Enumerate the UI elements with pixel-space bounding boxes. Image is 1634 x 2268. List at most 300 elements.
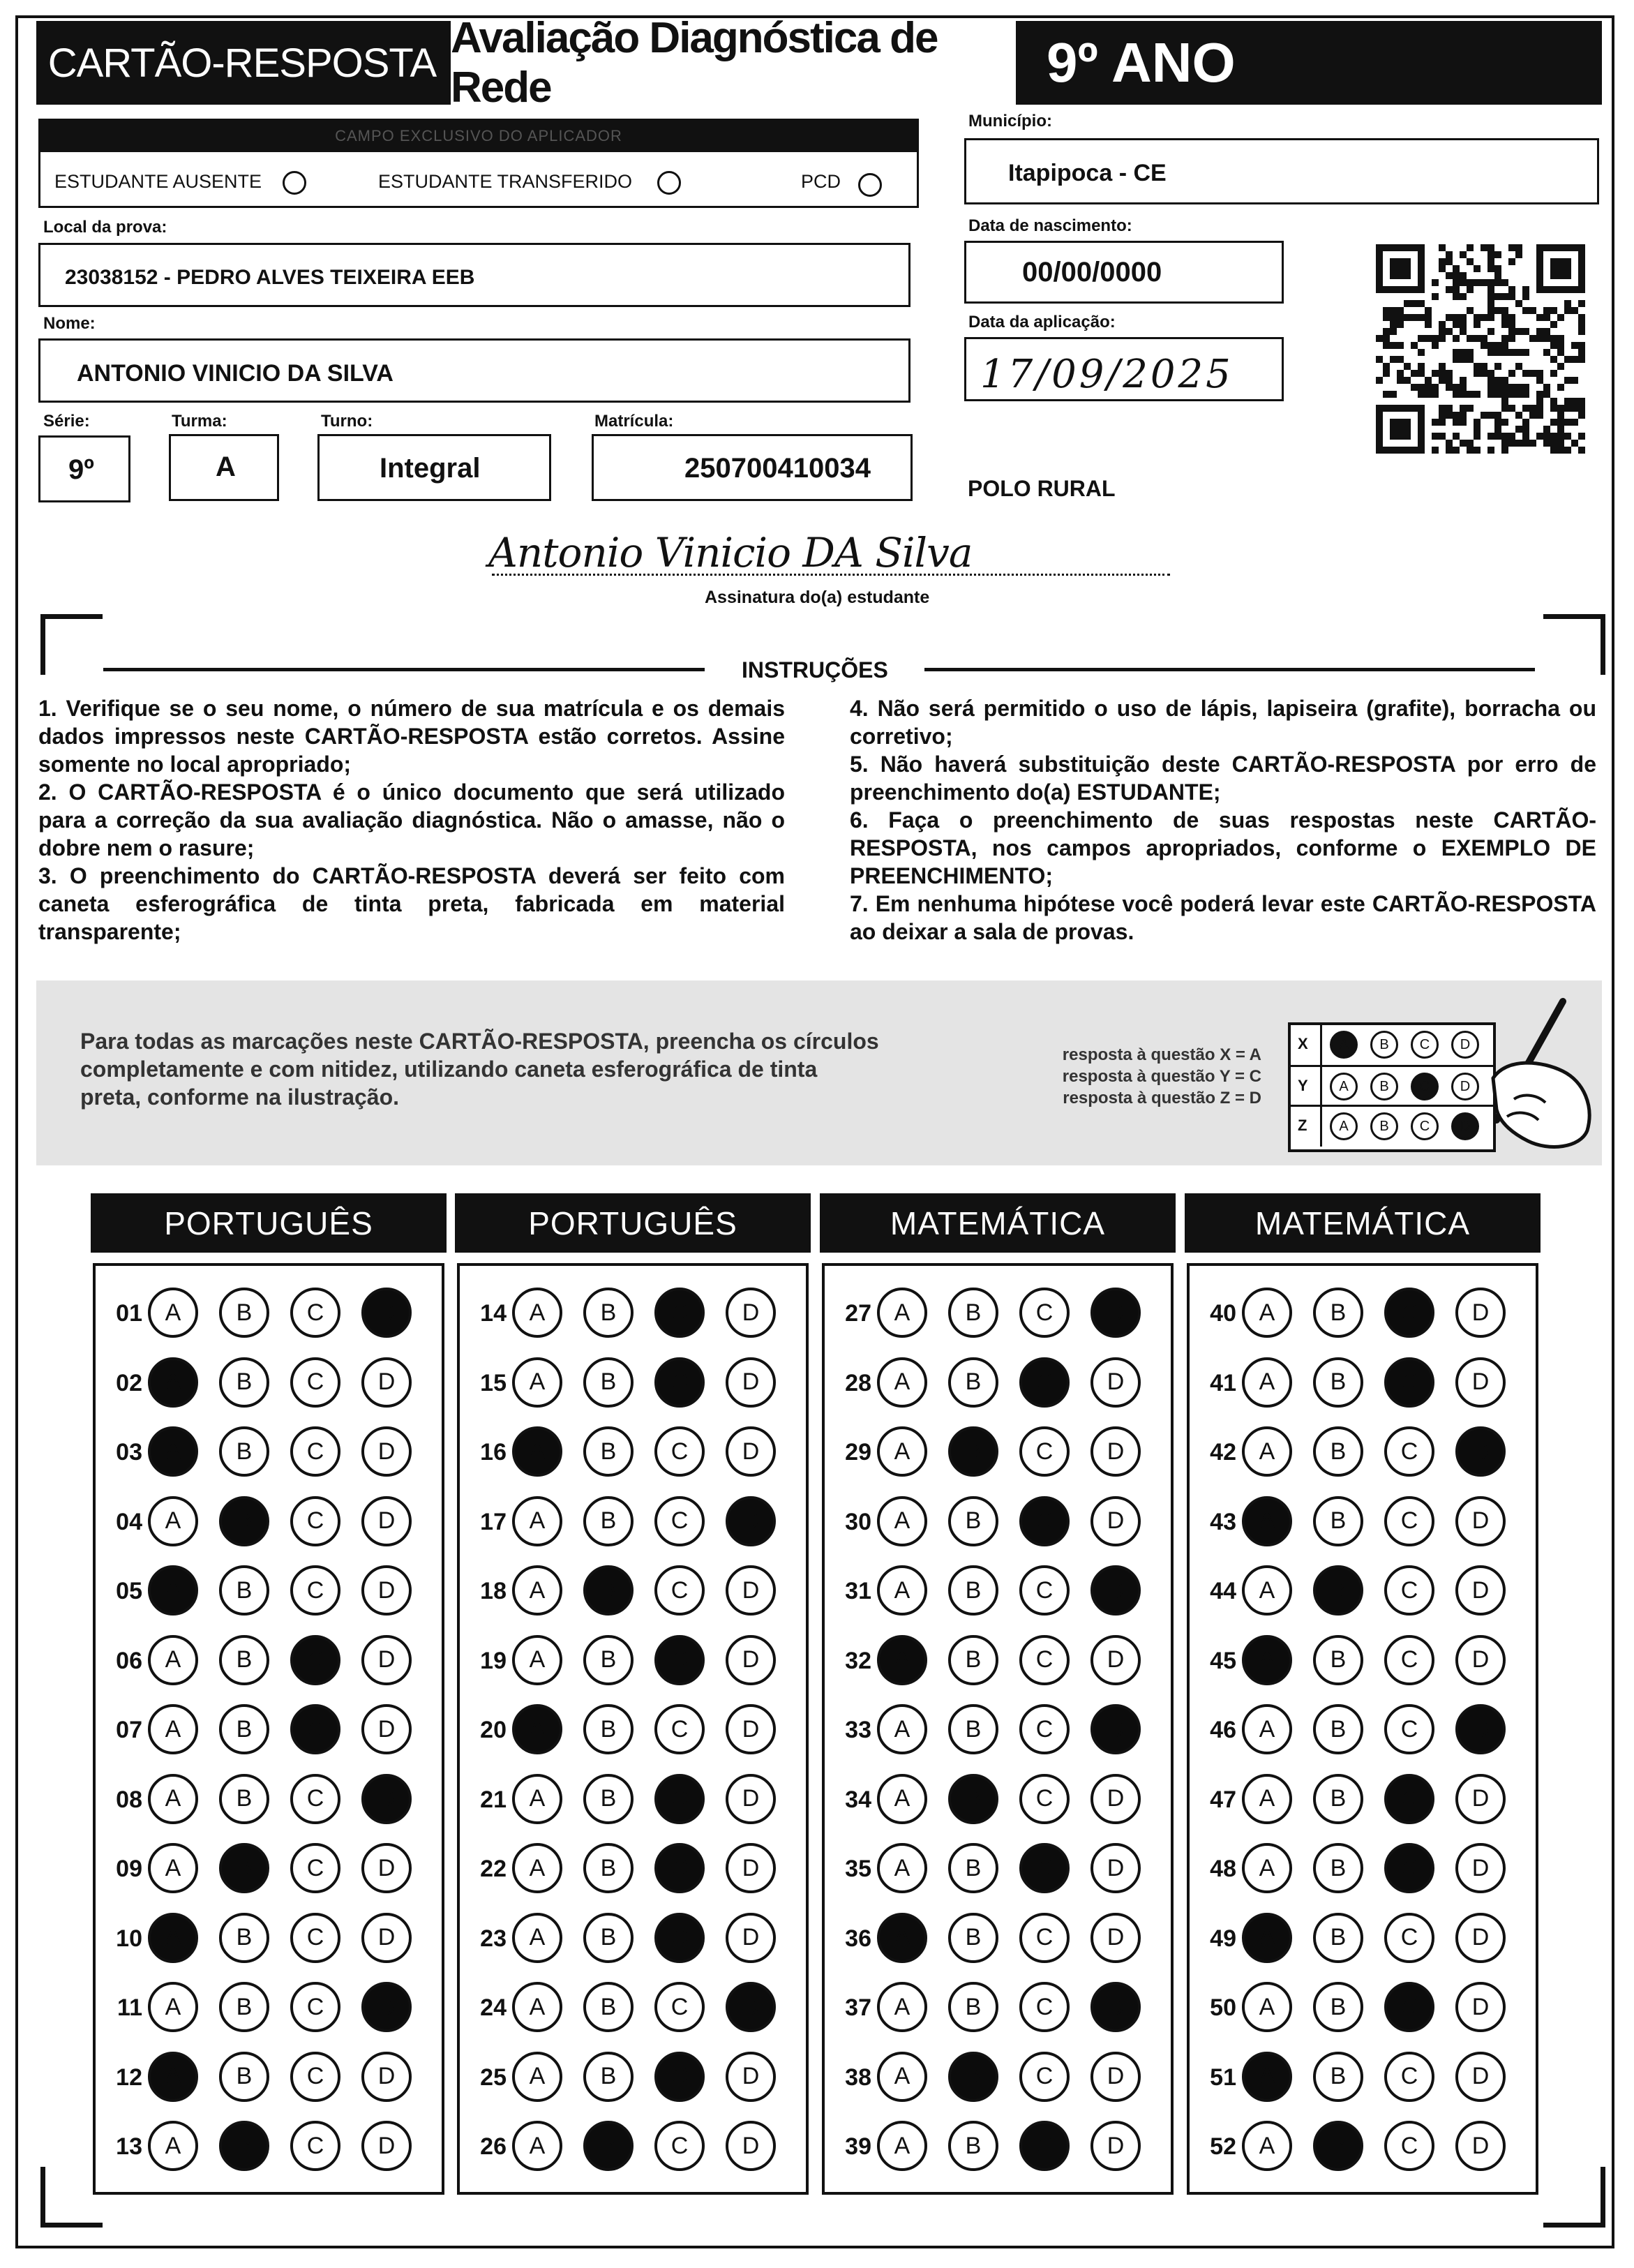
answer-bubble-d[interactable]: D — [1090, 1565, 1141, 1616]
instructions-right — [850, 694, 1596, 946]
answer-bubble-b[interactable]: B — [948, 1426, 998, 1477]
answer-bubble-b[interactable]: B — [583, 1774, 634, 1824]
answer-bubble-c[interactable]: C — [1384, 1635, 1434, 1685]
answer-bubble-c[interactable]: C — [1019, 1774, 1070, 1824]
answer-bubble-b[interactable]: B — [1313, 1635, 1363, 1685]
answer-bubble-d[interactable]: D — [726, 1565, 776, 1616]
example-row — [1291, 1105, 1493, 1144]
answer-bubble-a[interactable]: A — [512, 1982, 562, 2032]
answer-bubble-d[interactable]: D — [1455, 1496, 1506, 1546]
answer-bubble-c[interactable]: C — [654, 2052, 705, 2102]
answer-bubble-c[interactable]: C — [290, 1704, 340, 1754]
answer-bubble-d[interactable]: D — [726, 1635, 776, 1685]
applicator-bar-label: CAMPO EXCLUSIVO DO APLICADOR — [335, 127, 622, 144]
example-legend-x: resposta à questão X = A — [1062, 1045, 1261, 1064]
question-number: 42 — [1210, 1439, 1236, 1465]
answer-bubble-c[interactable]: C — [1019, 1288, 1070, 1338]
answer-bubble-b[interactable]: B — [219, 1426, 269, 1477]
answer-bubble-d[interactable]: D — [726, 1704, 776, 1754]
question-number: 32 — [845, 1647, 871, 1674]
question-number: 27 — [845, 1300, 871, 1327]
answer-bubble-d[interactable]: D — [726, 1913, 776, 1963]
example-bubble-d: D — [1451, 1073, 1479, 1101]
question-number: 44 — [1210, 1578, 1236, 1604]
answer-bubble-a[interactable]: A — [512, 1496, 562, 1546]
answer-bubble-c[interactable]: C — [290, 1426, 340, 1477]
answer-bubble-a[interactable]: A — [877, 2052, 927, 2102]
answer-bubble-a[interactable]: A — [877, 1565, 927, 1616]
answer-bubble-d[interactable]: D — [726, 2052, 776, 2102]
grade-label: 9º ANO — [1047, 31, 1236, 94]
answer-bubble-c[interactable]: C — [654, 1635, 705, 1685]
answer-bubble-d[interactable]: D — [361, 1704, 412, 1754]
answer-bubble-c[interactable]: C — [1384, 1426, 1434, 1477]
answer-bubble-d[interactable]: D — [726, 2121, 776, 2171]
answer-bubble-c[interactable]: C — [290, 1496, 340, 1546]
answer-bubble-d[interactable]: D — [726, 1982, 776, 2032]
answer-bubble-d[interactable]: D — [1090, 1704, 1141, 1754]
answer-bubble-c[interactable]: C — [1384, 1843, 1434, 1893]
answer-bubble-c[interactable]: C — [1019, 1635, 1070, 1685]
question-number: 06 — [116, 1647, 142, 1674]
answer-bubble-d[interactable]: D — [361, 1635, 412, 1685]
instruction-7: 7. Em nenhuma hipótese você poderá levar este CARTÃO-RESPOSTA ao deixar a sala de provas. — [850, 891, 1596, 944]
answer-bubble-b[interactable]: B — [219, 1357, 269, 1408]
municipio-label: Município: — [968, 112, 1052, 130]
section-header: PORTUGUÊS — [91, 1193, 447, 1253]
answer-bubble-b[interactable]: B — [219, 1288, 269, 1338]
answer-bubble-c[interactable]: C — [1384, 1357, 1434, 1408]
signature-caption: Assinatura do(a) estudante — [705, 588, 930, 607]
answer-bubble-c[interactable]: C — [1384, 2052, 1434, 2102]
question-number: 34 — [845, 1786, 871, 1813]
answer-bubble-a[interactable]: A — [877, 1635, 927, 1685]
answer-bubble-c[interactable]: C — [290, 1635, 340, 1685]
nascimento-value: 00/00/0000 — [1022, 257, 1162, 288]
answer-bubble-c[interactable]: C — [654, 1774, 705, 1824]
answer-bubble-d[interactable]: D — [1455, 1774, 1506, 1824]
answer-bubble-d[interactable]: D — [1090, 1982, 1141, 2032]
answer-bubble-a[interactable]: A — [877, 1982, 927, 2032]
answer-bubble-a[interactable]: A — [877, 1913, 927, 1963]
answer-bubble-a[interactable]: A — [148, 1982, 198, 2032]
question-number: 23 — [480, 1925, 507, 1952]
answer-bubble-c[interactable]: C — [290, 1774, 340, 1824]
answer-bubble-c[interactable]: C — [654, 1843, 705, 1893]
example-bubble-a: A — [1330, 1031, 1358, 1059]
answer-bubble-a[interactable]: A — [877, 1843, 927, 1893]
answer-bubble-b[interactable]: B — [1313, 1496, 1363, 1546]
answer-bubble-c[interactable]: C — [1019, 1982, 1070, 2032]
answer-bubble-b[interactable]: B — [219, 1843, 269, 1893]
instructions-title: INSTRUÇÕES — [742, 657, 888, 682]
answer-bubble-a[interactable]: A — [512, 1426, 562, 1477]
question-number: 09 — [116, 1856, 142, 1882]
question-number: 46 — [1210, 1717, 1236, 1743]
answer-bubble-a[interactable]: A — [877, 1774, 927, 1824]
answer-bubble-b[interactable]: B — [1313, 1288, 1363, 1338]
answer-bubble-b[interactable]: B — [1313, 2121, 1363, 2171]
question-number: 08 — [116, 1786, 142, 1813]
answer-bubble-c[interactable]: C — [1019, 1704, 1070, 1754]
answer-bubble-a[interactable]: A — [148, 1704, 198, 1754]
local-field — [38, 243, 910, 307]
answer-bubble-d[interactable]: D — [361, 1774, 412, 1824]
answer-bubble-a[interactable]: A — [512, 1704, 562, 1754]
answer-bubble-d[interactable]: D — [726, 1843, 776, 1893]
answer-bubble-b[interactable]: B — [948, 1704, 998, 1754]
answer-bubble-a[interactable]: A — [1242, 1496, 1292, 1546]
nome-label: Nome: — [43, 314, 96, 333]
answer-bubble-b[interactable]: B — [1313, 1565, 1363, 1616]
answer-bubble-a[interactable]: A — [148, 1357, 198, 1408]
turma-value: A — [216, 452, 236, 482]
answer-bubble-c[interactable]: C — [654, 1982, 705, 2032]
question-number: 28 — [845, 1369, 871, 1396]
answer-bubble-d[interactable]: D — [361, 2121, 412, 2171]
answer-bubble-b[interactable]: B — [219, 1774, 269, 1824]
answer-bubble-c[interactable]: C — [654, 1704, 705, 1754]
answer-bubble-a[interactable]: A — [877, 1426, 927, 1477]
answer-bubble-b[interactable]: B — [948, 1565, 998, 1616]
answer-bubble-b[interactable]: B — [1313, 1843, 1363, 1893]
answer-bubble-c[interactable]: C — [654, 2121, 705, 2171]
question-number: 24 — [480, 1994, 507, 2021]
answer-bubble-c[interactable]: C — [290, 1982, 340, 2032]
aplicacao-label: Data da aplicação: — [968, 313, 1116, 331]
answer-bubble-a[interactable]: A — [512, 1565, 562, 1616]
answer-bubble-d[interactable]: D — [726, 1426, 776, 1477]
answer-bubble-c[interactable]: C — [290, 1565, 340, 1616]
answer-bubble-d[interactable]: D — [1455, 1426, 1506, 1477]
answer-bubble-d[interactable]: D — [361, 1496, 412, 1546]
answer-bubble-a[interactable]: A — [1242, 1843, 1292, 1893]
answer-bubble-a[interactable]: A — [512, 1843, 562, 1893]
answer-bubble-c[interactable]: C — [654, 1357, 705, 1408]
answer-bubble-d[interactable]: D — [1090, 1774, 1141, 1824]
answer-bubble-a[interactable]: A — [1242, 1704, 1292, 1754]
serie-field — [38, 435, 130, 502]
answer-bubble-b[interactable]: B — [219, 1704, 269, 1754]
answer-bubble-b[interactable]: B — [219, 2052, 269, 2102]
status-transferred-circle[interactable] — [657, 171, 681, 195]
answer-bubble-b[interactable]: B — [219, 1565, 269, 1616]
answer-bubble-a[interactable]: A — [1242, 1426, 1292, 1477]
answer-bubble-d[interactable]: D — [1090, 1496, 1141, 1546]
answer-bubble-c[interactable]: C — [1384, 1982, 1434, 2032]
answer-bubble-b[interactable]: B — [1313, 1357, 1363, 1408]
instructions-left — [38, 694, 785, 946]
answer-bubble-a[interactable]: A — [148, 2052, 198, 2102]
answer-bubble-d[interactable]: D — [1455, 1565, 1506, 1616]
answer-bubble-a[interactable]: A — [1242, 2121, 1292, 2171]
answer-bubble-c[interactable]: C — [1019, 1496, 1070, 1546]
answer-bubble-d[interactable]: D — [1455, 2052, 1506, 2102]
answer-bubble-a[interactable]: A — [148, 1843, 198, 1893]
answer-bubble-b[interactable]: B — [948, 1913, 998, 1963]
answer-bubble-a[interactable]: A — [512, 1635, 562, 1685]
answer-bubble-b[interactable]: B — [219, 1982, 269, 2032]
answer-bubble-c[interactable]: C — [1384, 1774, 1434, 1824]
answer-bubble-b[interactable]: B — [948, 1982, 998, 2032]
answer-bubble-c[interactable]: C — [1384, 1704, 1434, 1754]
status-absent[interactable] — [54, 171, 262, 193]
answer-bubble-c[interactable]: C — [290, 1288, 340, 1338]
answer-bubble-a[interactable]: A — [1242, 1288, 1292, 1338]
instruction-2: 2. O CARTÃO-RESPOSTA é o único documento que será utilizado para a correção da sua avaliação diagnóstica. Não o amasse, não o dobre nem o rasure; — [38, 779, 785, 860]
answer-bubble-b[interactable]: B — [583, 2052, 634, 2102]
question-number: 18 — [480, 1578, 507, 1604]
answer-bubble-d[interactable]: D — [1090, 1288, 1141, 1338]
exam-title: Avaliação Diagnóstica de Rede — [451, 21, 1016, 105]
answer-bubble-a[interactable]: A — [1242, 1913, 1292, 1963]
answer-bubble-b[interactable]: B — [583, 1913, 634, 1963]
answer-bubble-d[interactable]: D — [361, 1357, 412, 1408]
municipio-value: Itapipoca - CE — [1008, 160, 1167, 186]
question-number: 41 — [1210, 1369, 1236, 1396]
answer-bubble-c[interactable]: C — [1019, 1357, 1070, 1408]
instruction-5: 5. Não haverá substituição deste CARTÃO-RESPOSTA por erro de preenchimento do(a) ESTUDANTE; — [850, 752, 1596, 805]
answer-bubble-c[interactable]: C — [654, 1913, 705, 1963]
answer-bubble-b[interactable]: B — [583, 1704, 634, 1754]
answer-bubble-d[interactable]: D — [726, 1288, 776, 1338]
answer-bubble-d[interactable]: D — [1090, 2121, 1141, 2171]
answer-bubble-d[interactable]: D — [1090, 1843, 1141, 1893]
answer-bubble-d[interactable]: D — [1090, 2052, 1141, 2102]
answer-bubble-b[interactable]: B — [948, 1843, 998, 1893]
answer-bubble-d[interactable]: D — [726, 1357, 776, 1408]
answer-bubble-b[interactable]: B — [583, 2121, 634, 2171]
answer-bubble-c[interactable]: C — [1384, 1288, 1434, 1338]
answer-bubble-d[interactable]: D — [1090, 1426, 1141, 1477]
instructions-rule-right — [924, 668, 1535, 671]
answer-bubble-d[interactable]: D — [1090, 1357, 1141, 1408]
answer-bubble-b[interactable]: B — [219, 1496, 269, 1546]
answer-bubble-d[interactable]: D — [726, 1774, 776, 1824]
turno-label: Turno: — [321, 412, 373, 431]
pen-hand-icon — [1465, 994, 1605, 1155]
status-transferred[interactable] — [378, 171, 632, 193]
answer-bubble-b[interactable]: B — [1313, 1704, 1363, 1754]
answer-bubble-c[interactable]: C — [654, 1565, 705, 1616]
answer-bubble-b[interactable]: B — [948, 1774, 998, 1824]
answer-bubble-d[interactable]: D — [361, 1913, 412, 1963]
answer-bubble-a[interactable]: A — [512, 1913, 562, 1963]
answer-bubble-b[interactable]: B — [583, 1426, 634, 1477]
question-number: 33 — [845, 1717, 871, 1743]
answer-bubble-a[interactable]: A — [877, 1704, 927, 1754]
answer-bubble-d[interactable]: D — [1455, 2121, 1506, 2171]
answer-bubble-d[interactable]: D — [726, 1496, 776, 1546]
answer-bubble-b[interactable]: B — [219, 1913, 269, 1963]
instruction-1: 1. Verifique se o seu nome, o número de sua matrícula e os demais dados impressos neste CARTÃO-RESPOSTA estão corretos. Assine somente no local apropriado; — [38, 696, 785, 777]
answer-bubble-b[interactable]: B — [948, 1635, 998, 1685]
answer-bubble-b[interactable]: B — [583, 1357, 634, 1408]
turma-field — [169, 434, 279, 501]
polo-label: POLO RURAL — [968, 476, 1116, 501]
answer-bubble-a[interactable]: A — [877, 1288, 927, 1338]
answer-bubble-c[interactable]: C — [654, 1426, 705, 1477]
question-number: 38 — [845, 2064, 871, 2091]
answer-bubble-b[interactable]: B — [948, 2121, 998, 2171]
example-bubble-d: D — [1451, 1031, 1479, 1059]
answer-bubble-c[interactable]: C — [290, 2052, 340, 2102]
answer-bubble-d[interactable]: D — [1455, 1704, 1506, 1754]
question-number: 50 — [1210, 1994, 1236, 2021]
answer-bubble-c[interactable]: C — [1384, 1496, 1434, 1546]
example-bubble-c: C — [1411, 1112, 1439, 1140]
answer-bubble-c[interactable]: C — [1019, 2052, 1070, 2102]
example-bubble-d: D — [1451, 1112, 1479, 1140]
answer-bubble-d[interactable]: D — [1455, 1635, 1506, 1685]
status-pcd[interactable] — [801, 171, 841, 193]
example-bubble-b: B — [1370, 1073, 1398, 1101]
answer-bubble-d[interactable]: D — [361, 1426, 412, 1477]
answer-bubble-a[interactable]: A — [1242, 1565, 1292, 1616]
answer-bubble-a[interactable]: A — [512, 1288, 562, 1338]
answer-bubble-b[interactable]: B — [583, 1565, 634, 1616]
question-number: 02 — [116, 1369, 142, 1396]
local-label: Local da prova: — [43, 218, 167, 237]
turno-value: Integral — [380, 453, 481, 484]
question-number: 14 — [480, 1300, 507, 1327]
question-number: 30 — [845, 1508, 871, 1535]
instruction-3: 3. O preenchimento do CARTÃO-RESPOSTA deverá ser feito com caneta esferográfica de tinta preta, fabricada em material transparente; — [38, 863, 785, 944]
answer-bubble-a[interactable]: A — [1242, 2052, 1292, 2102]
question-number: 45 — [1210, 1647, 1236, 1674]
answer-bubble-a[interactable]: A — [1242, 1357, 1292, 1408]
answer-bubble-a[interactable]: A — [148, 1426, 198, 1477]
question-number: 35 — [845, 1856, 871, 1882]
answer-bubble-c[interactable]: C — [1019, 1913, 1070, 1963]
status-transferred-label: ESTUDANTE TRANSFERIDO — [378, 171, 633, 192]
answer-bubble-c[interactable]: C — [1384, 1913, 1434, 1963]
corner-mark — [40, 614, 103, 675]
answer-bubble-d[interactable]: D — [361, 2052, 412, 2102]
example-bubble-a: A — [1330, 1073, 1358, 1101]
matricula-value: 250700410034 — [684, 453, 871, 484]
question-number: 36 — [845, 1925, 871, 1952]
answer-bubble-c[interactable]: C — [290, 1913, 340, 1963]
answer-bubble-a[interactable]: A — [148, 1288, 198, 1338]
question-number: 19 — [480, 1647, 507, 1674]
answer-bubble-d[interactable]: D — [1455, 1357, 1506, 1408]
answer-bubble-c[interactable]: C — [1019, 1426, 1070, 1477]
question-number: 39 — [845, 2133, 871, 2160]
answer-bubble-a[interactable]: A — [877, 1357, 927, 1408]
answer-bubble-b[interactable]: B — [219, 1635, 269, 1685]
question-number: 47 — [1210, 1786, 1236, 1813]
question-number: 37 — [845, 1994, 871, 2021]
instruction-6: 6. Faça o preenchimento de suas respostas neste CARTÃO-RESPOSTA, nos campos apropriados, conforme o EXEMPLO DE PREENCHIMENTO; — [850, 807, 1596, 888]
instructions-rule-left — [103, 668, 705, 671]
answer-bubble-b[interactable]: B — [948, 1288, 998, 1338]
answer-bubble-b[interactable]: B — [583, 1496, 634, 1546]
question-number: 13 — [116, 2133, 142, 2160]
example-bubble-c: C — [1411, 1073, 1439, 1101]
status-pcd-circle[interactable] — [858, 173, 882, 197]
answer-bubble-b[interactable]: B — [1313, 1913, 1363, 1963]
answer-bubble-b[interactable]: B — [583, 1843, 634, 1893]
answer-bubble-c[interactable]: C — [1019, 1843, 1070, 1893]
answer-bubble-d[interactable]: D — [1455, 1913, 1506, 1963]
answer-bubble-a[interactable]: A — [148, 1913, 198, 1963]
answer-bubble-d[interactable]: D — [361, 1843, 412, 1893]
example-bubble-b: B — [1370, 1031, 1398, 1059]
answer-bubble-d[interactable]: D — [1090, 1913, 1141, 1963]
answer-bubble-a[interactable]: A — [877, 2121, 927, 2171]
answer-bubble-b[interactable]: B — [583, 1635, 634, 1685]
example-bubble-b: B — [1370, 1112, 1398, 1140]
example-row-label: Y — [1298, 1077, 1308, 1094]
answer-bubble-a[interactable]: A — [877, 1496, 927, 1546]
answer-bubble-a[interactable]: A — [512, 2121, 562, 2171]
answer-bubble-b[interactable]: B — [1313, 1982, 1363, 2032]
answer-bubble-c[interactable]: C — [1019, 2121, 1070, 2171]
answer-bubble-c[interactable]: C — [1019, 1565, 1070, 1616]
answer-bubble-d[interactable]: D — [1455, 1843, 1506, 1893]
answer-bubble-a[interactable]: A — [148, 1635, 198, 1685]
answer-bubble-b[interactable]: B — [1313, 1426, 1363, 1477]
question-number: 51 — [1210, 2064, 1236, 2091]
question-number: 17 — [480, 1508, 507, 1535]
status-absent-circle[interactable] — [283, 171, 306, 195]
answer-bubble-b[interactable]: B — [583, 1288, 634, 1338]
answer-bubble-d[interactable]: D — [1455, 1288, 1506, 1338]
answer-bubble-d[interactable]: D — [1455, 1982, 1506, 2032]
question-number: 05 — [116, 1578, 142, 1604]
nome-value: ANTONIO VINICIO DA SILVA — [77, 360, 393, 387]
answer-bubble-c[interactable]: C — [1384, 2121, 1434, 2171]
answer-bubble-b[interactable]: B — [219, 2121, 269, 2171]
answer-bubble-a[interactable]: A — [1242, 1635, 1292, 1685]
answer-bubble-a[interactable]: A — [512, 1774, 562, 1824]
answer-bubble-c[interactable]: C — [290, 2121, 340, 2171]
answer-bubble-d[interactable]: D — [361, 1982, 412, 2032]
answer-bubble-a[interactable]: A — [148, 1496, 198, 1546]
answer-bubble-d[interactable]: D — [361, 1565, 412, 1616]
answer-bubble-a[interactable]: A — [148, 1565, 198, 1616]
answer-bubble-b[interactable]: B — [1313, 1774, 1363, 1824]
answer-bubble-a[interactable]: A — [1242, 1982, 1292, 2032]
example-row — [1291, 1065, 1493, 1105]
answer-bubble-b[interactable]: B — [948, 2052, 998, 2102]
answer-bubble-c[interactable]: C — [654, 1496, 705, 1546]
answer-bubble-a[interactable]: A — [148, 2121, 198, 2171]
answer-bubble-a[interactable]: A — [512, 2052, 562, 2102]
answer-bubble-d[interactable]: D — [1090, 1635, 1141, 1685]
answer-bubble-a[interactable]: A — [512, 1357, 562, 1408]
corner-mark — [1543, 614, 1605, 675]
answer-bubble-c[interactable]: C — [290, 1357, 340, 1408]
aplicacao-value: 17/09/2025 — [980, 352, 1234, 397]
answer-bubble-b[interactable]: B — [948, 1496, 998, 1546]
nascimento-field — [964, 241, 1284, 304]
question-number: 16 — [480, 1439, 507, 1465]
answer-bubble-b[interactable]: B — [1313, 2052, 1363, 2102]
answer-bubble-a[interactable]: A — [1242, 1774, 1292, 1824]
answer-bubble-a[interactable]: A — [148, 1774, 198, 1824]
signature: Antonio Vinicio DA Silva — [488, 529, 973, 576]
answer-bubble-c[interactable]: C — [654, 1288, 705, 1338]
section-header: PORTUGUÊS — [455, 1193, 811, 1253]
answer-bubble-d[interactable]: D — [361, 1288, 412, 1338]
answer-bubble-c[interactable]: C — [290, 1843, 340, 1893]
answer-bubble-b[interactable]: B — [583, 1982, 634, 2032]
answer-bubble-b[interactable]: B — [948, 1357, 998, 1408]
answer-bubble-c[interactable]: C — [1384, 1565, 1434, 1616]
section-header: MATEMÁTICA — [1185, 1193, 1541, 1253]
